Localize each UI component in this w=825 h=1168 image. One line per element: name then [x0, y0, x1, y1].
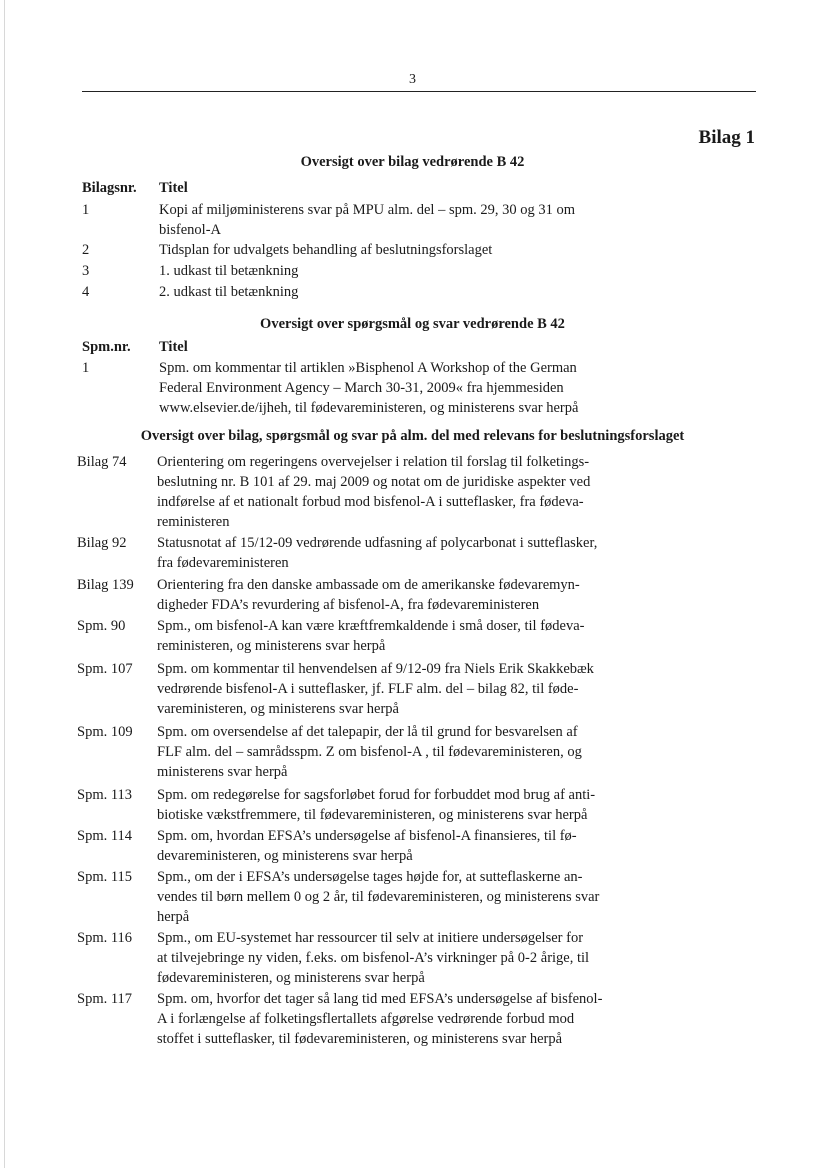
item-line: biotiske vækstfremmere, til fødevareministeren, og ministerens svar herpå [157, 807, 588, 823]
row-line: Federal Environment Agency – March 30-31, 2009« fra hjemmesiden [159, 380, 564, 396]
item-reference: Spm. 107 [77, 661, 133, 677]
row-number: 4 [82, 284, 90, 300]
row-title: 2. udkast til betænkning [159, 284, 299, 300]
row-title [159, 358, 679, 418]
item-title [157, 826, 632, 866]
section3-heading: Oversigt over bilag, spørgsmål og svar på alm. del med relevans for beslutningsforslaget [140, 428, 685, 444]
item-line: Orientering om regeringens overvejelser i relation til forslag til folketings- [157, 454, 590, 470]
item-line: fra fødevareministeren [157, 555, 289, 571]
section2-col-title: Titel [159, 339, 188, 355]
section1-col-num: Bilagsnr. [82, 180, 137, 196]
item-line: FLF alm. del – samrådsspm. Z om bisfenol-A , til fødevareministeren, og [157, 744, 582, 760]
item-title [157, 452, 632, 532]
item-line: Spm. om kommentar til henvendelsen af 9/12-09 fra Niels Erik Skakkebæk [157, 661, 594, 677]
item-line: Spm. om oversendelse af det talepapir, der lå til grund for besvarelsen af [157, 724, 578, 740]
item-reference: Spm. 115 [77, 869, 133, 885]
item-line: ministerens svar herpå [157, 764, 288, 780]
list-item [0, 575, 825, 615]
item-reference: Bilag 139 [77, 577, 134, 593]
list-item [0, 928, 825, 988]
item-reference: Spm. 109 [77, 724, 133, 740]
item-line: vendes til børn mellem 0 og 2 år, til fødevareministeren, og ministerens svar [157, 889, 600, 905]
item-line: indførelse af et nationalt forbud mod bisfenol-A i sutteflasker, fra fødeva- [157, 494, 584, 510]
item-title [157, 616, 632, 656]
list-item [0, 722, 825, 782]
page-number: 3 [409, 72, 416, 87]
row-title [159, 200, 649, 240]
row-line: bisfenol-A [159, 222, 222, 238]
item-line: at tilvejebringe ny viden, f.eks. om bisfenol-A’s virkninger på 0-2 årige, til [157, 950, 590, 966]
item-line: vareministeren, og ministerens svar herpå [157, 701, 399, 717]
item-title [157, 722, 632, 782]
bilag-label: Bilag 1 [698, 127, 755, 148]
item-line: Spm. om, hvordan EFSA’s undersøgelse af bisfenol-A finansieres, til fø- [157, 828, 577, 844]
list-item [0, 785, 825, 825]
item-title [157, 928, 632, 988]
row-line: Kopi af miljøministerens svar på MPU alm. del – spm. 29, 30 og 31 om [159, 202, 576, 218]
item-line: stoffet i sutteflasker, til fødevareministeren, og ministerens svar herpå [157, 1031, 563, 1047]
list-item [0, 452, 825, 532]
item-reference: Bilag 74 [77, 454, 127, 470]
section1-col-title: Titel [159, 180, 188, 196]
item-reference: Spm. 116 [77, 930, 133, 946]
row-number: 2 [82, 242, 90, 258]
list-item [0, 533, 825, 573]
item-line: Spm., om EU-systemet har ressourcer til selv at initiere undersøgelser for [157, 930, 584, 946]
item-reference: Spm. 90 [77, 618, 126, 634]
section3-list [0, 452, 825, 1049]
list-item [0, 616, 825, 656]
list-item [0, 867, 825, 927]
row-line: Spm. om kommentar til artiklen »Bisphenol A Workshop of the German [159, 360, 577, 376]
item-line: reministeren [157, 514, 230, 530]
item-reference: Spm. 114 [77, 828, 133, 844]
section2-heading: Oversigt over spørgsmål og svar vedrørende B 42 [260, 316, 565, 332]
section2-col-num: Spm.nr. [82, 339, 131, 355]
list-item [0, 826, 825, 866]
header-rule [82, 91, 756, 92]
list-item [0, 989, 825, 1049]
item-title [157, 659, 632, 719]
row-number: 1 [82, 202, 90, 218]
item-title [157, 989, 632, 1049]
item-line: Spm. om redegørelse for sagsforløbet forud for forbuddet mod brug af anti- [157, 787, 596, 803]
item-reference: Bilag 92 [77, 535, 127, 551]
item-reference: Spm. 117 [77, 991, 133, 1007]
item-line: Orientering fra den danske ambassade om de amerikanske fødevaremyn- [157, 577, 580, 593]
list-item [0, 659, 825, 719]
item-line: digheder FDA’s revurdering af bisfenol-A, fra fødevareministeren [157, 597, 540, 613]
item-title [157, 533, 632, 573]
item-line: devareministeren, og ministerens svar herpå [157, 848, 413, 864]
row-title: Tidsplan for udvalgets behandling af beslutningsforslaget [159, 242, 493, 258]
item-title [157, 575, 632, 615]
item-line: fødevareministeren, og ministerens svar herpå [157, 970, 425, 986]
item-reference: Spm. 113 [77, 787, 133, 803]
row-number: 1 [82, 360, 90, 376]
item-line: A i forlængelse af folketingsflertallets afgørelse vedrørende forbud mod [157, 1011, 575, 1027]
item-line: Spm., om bisfenol-A kan være kræftfremkaldende i små doser, til fødeva- [157, 618, 585, 634]
section1-heading: Oversigt over bilag vedrørende B 42 [300, 154, 525, 170]
item-line: Statusnotat af 15/12-09 vedrørende udfasning af polycarbonat i sutteflasker, [157, 535, 598, 551]
item-line: Spm. om, hvorfor det tager så lang tid med EFSA’s undersøgelse af bisfenol- [157, 991, 603, 1007]
row-title: 1. udkast til betænkning [159, 263, 299, 279]
item-line: herpå [157, 909, 190, 925]
item-line: Spm., om der i EFSA’s undersøgelse tages højde for, at sutteflaskerne an- [157, 869, 583, 885]
item-title [157, 867, 632, 927]
item-title [157, 785, 632, 825]
row-number: 3 [82, 263, 90, 279]
row-line: www.elsevier.de/ijheh, til fødevareministeren, og ministerens svar herpå [159, 400, 579, 416]
item-line: reministeren, og ministerens svar herpå [157, 638, 386, 654]
item-line: beslutning nr. B 101 af 29. maj 2009 og notat om de juridiske aspekter ved [157, 474, 591, 490]
item-line: vedrørende bisfenol-A i sutteflasker, jf. FLF alm. del – bilag 82, til føde- [157, 681, 579, 697]
